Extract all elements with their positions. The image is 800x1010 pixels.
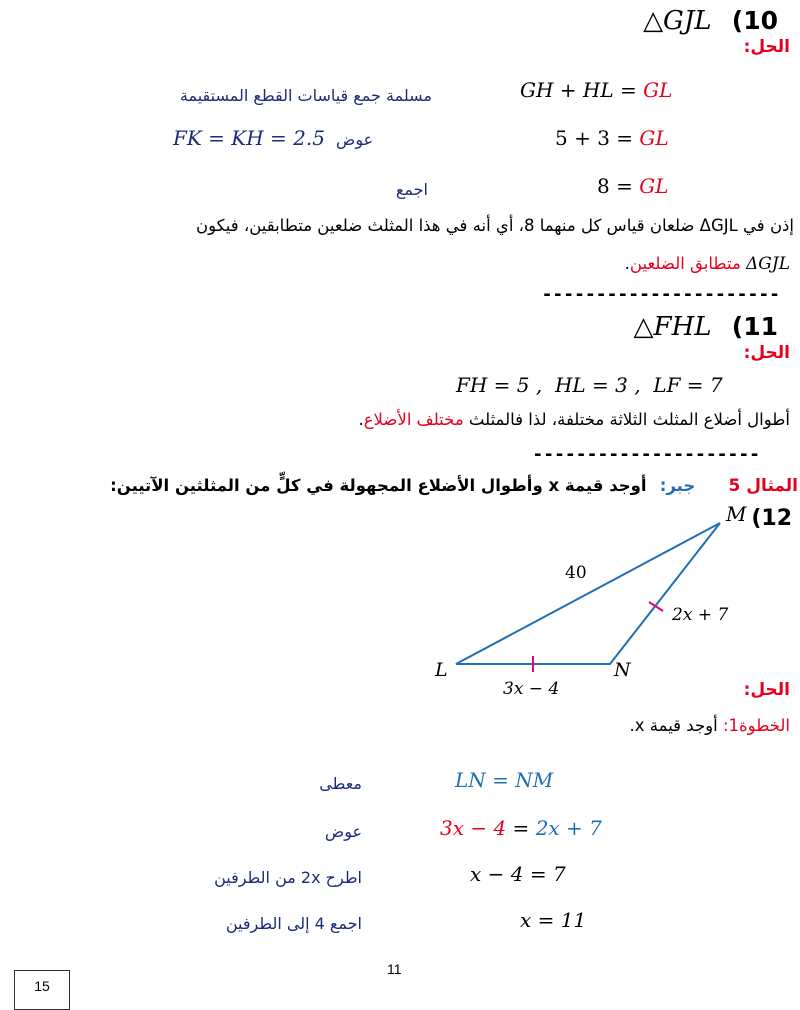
q11-solution-label: الحل: (743, 343, 790, 363)
separator-1: ---------------------- (541, 284, 780, 305)
page-number: 11 (387, 961, 402, 977)
vertex-l: L (435, 659, 448, 681)
q12-solution-label: الحل: (743, 680, 790, 700)
example-title: المثال 5 (728, 476, 798, 496)
q12-row1-reason: معطى (319, 774, 362, 793)
tick-nm (649, 602, 663, 611)
q12-step1: الخطوة1: أوجد قيمة x. (629, 716, 790, 735)
q10-conclusion-line1: إذن في ΔGJL ضلعان قياس كل منهما 8، أي أنه في هذا المثلث ضلعين متطابقين، فيكون (196, 216, 794, 235)
q11-number: (11 (731, 312, 778, 341)
q10-conclusion-line2: ΔGJL متطابق الضلعين. (624, 254, 790, 274)
q12-row2-reason: عوض (324, 822, 362, 841)
vertex-n: N (614, 659, 631, 681)
separator-2: --------------------- (532, 444, 760, 465)
vertex-m: M (726, 502, 747, 526)
page-box (14, 970, 70, 1010)
q12-row3-reason: اطرح 2x من الطرفين (214, 868, 362, 887)
side-ln-label: 3x − 4 (503, 679, 560, 699)
q11-sides: FH = 5 , HL = 3 , LF = 7 (456, 373, 723, 397)
triangle-lmn (456, 523, 720, 664)
q12-row4-reason: اجمع 4 إلى الطرفين (225, 914, 362, 933)
example-header (110, 476, 798, 496)
q10-row3-math: 8 = GL (597, 174, 669, 198)
q12-row3-math: x − 4 = 7 (470, 862, 566, 886)
q10-heading (643, 6, 778, 36)
page-box-number: 15 (34, 978, 50, 994)
q10-row1-math: GH + HL = GL (520, 78, 673, 102)
q11-heading (634, 312, 778, 342)
example-prompt: أوجد قيمة x وأطوال الأضلاع المجهولة في كلٍّ من المثلثين الآتيين: (110, 476, 647, 495)
q12-row2-math: 3x − 4 = 2x + 7 (440, 816, 602, 840)
q11-text: أطوال أضلاع المثلث الثلاثة مختلفة، لذا فالمثلث مختلف الأضلاع. (358, 410, 790, 429)
q11-triangle: △FHL (633, 312, 712, 342)
q10-row3-reason: اجمع (395, 180, 428, 199)
q12-row1-math: LN = NM (455, 768, 554, 792)
q10-triangle: △GJL (643, 6, 712, 36)
q10-solution-label: الحل: (743, 37, 790, 57)
q10-row2-math: 5 + 3 = GL (555, 126, 669, 150)
q10-row1-reason: مسلمة جمع قياسات القطع المستقيمة (179, 86, 432, 105)
side-lm-label: 40 (565, 563, 587, 583)
q12-number: (12 (751, 506, 792, 531)
q10-number: (10 (731, 6, 778, 35)
example-algebra: جبر: (659, 476, 696, 495)
q12-row4-math: x = 11 (520, 908, 587, 932)
q10-row2-reason: FK = KH = 2.5 عوض (173, 126, 374, 150)
side-nm-label: 2x + 7 (672, 605, 729, 625)
